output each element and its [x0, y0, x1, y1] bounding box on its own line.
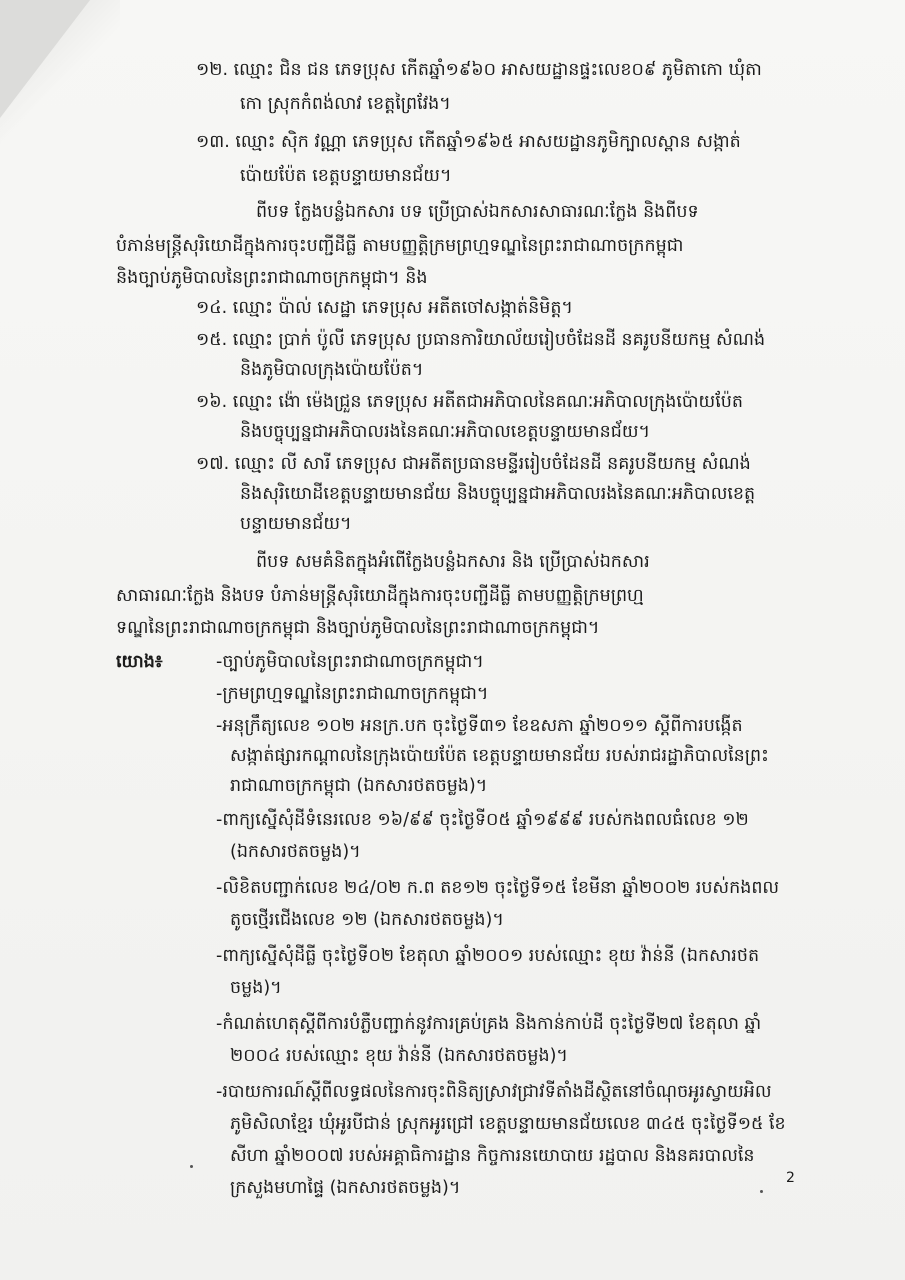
reference-4-line-1: -ពាក្យស្នើសុំដីទំនេរលេខ ១៦/៩៩ ចុះថ្ងៃទី០៥ ឆ្នាំ១៩៩៩ របស់កងពលធំលេខ ១២: [216, 810, 749, 830]
reference-2: -ក្រមព្រហ្មទណ្ឌនៃព្រះរាជាណាចក្រកម្ពុជា។: [216, 684, 489, 704]
charge-1-line-2: បំភាន់មន្ត្រីសុរិយោដីក្នុងការចុះបញ្ជីដីធ្លី តាមបញ្ញត្តិក្រមព្រហ្មទណ្ឌនៃព្រះរាជាណាចក្រកម្ពុជា: [116, 236, 684, 256]
charge-1-line-3: និងច្បាប់ភូមិបាលនៃព្រះរាជាណាចក្រកម្ពុជា។ និង: [116, 268, 428, 288]
reference-6-line-1: -ពាក្យស្នើសុំដីធ្លី ចុះថ្ងៃទី០២ ខែតុលា ឆ្នាំ២០០១ របស់ឈ្មោះ ខុយ វ៉ាន់នី (ឯកសារថត: [216, 946, 760, 966]
reference-7-line-2: ២០០៤ របស់ឈ្មោះ ខុយ វ៉ាន់នី (ឯកសារថតចម្លង)។: [230, 1046, 568, 1066]
reference-5-line-1: -លិខិតបញ្ជាក់លេខ ២៤/០២ ក.ព តខ១២ ចុះថ្ងៃទី១៥ ខែមីនា ឆ្នាំ២០០២ របស់កងពល: [216, 878, 780, 898]
reference-3-line-3: រាជាណាចក្រកម្ពុជា (ឯកសារថតចម្លង)។: [230, 776, 488, 796]
page-number: 2: [786, 1170, 795, 1186]
item-13-line-2: ប៉ោយប៉ែត ខេត្តបន្ទាយមានជ័យ។: [240, 166, 452, 186]
reference-6-line-2: ចម្លង)។: [230, 978, 282, 998]
reference-label: យោង៖: [116, 652, 163, 672]
item-15-line-2: និងភូមិបាលក្រុងប៉ោយប៉ែត។: [240, 360, 424, 380]
item-13-line-1: ១៣. ឈ្មោះ ស៊ិក វណ្ណា ភេទប្រុស កើតឆ្នាំ១៩៦៥ អាសយដ្ឋានភូមិក្បាលស្ពាន សង្កាត់: [196, 132, 741, 152]
reference-7-line-1: -កំណត់ហេតុស្តីពីការបំភ្លឺបញ្ជាក់នូវការគ្រប់គ្រង និងកាន់កាប់ដី ចុះថ្ងៃទី២៧ ខែតុលា ឆ្នាំ: [216, 1014, 762, 1034]
charge-1-line-1: ពីបទ ក្លែងបន្លំឯកសារ បទ ប្រើប្រាស់ឯកសារសាធារណៈក្លែង និងពីបទ: [256, 202, 699, 222]
folded-corner: [0, 0, 90, 118]
charge-2-line-1: ពីបទ សមគំនិតក្នុងអំពើក្លែងបន្លំឯកសារ និង ប្រើប្រាស់ឯកសារ: [256, 552, 650, 572]
paper-speck: [190, 1165, 193, 1168]
reference-8-line-2: ភូមិសិលាខ្មែរ ឃុំអូរបីជាន់ ស្រុកអូរជ្រៅ ខេត្តបន្ទាយមានជ័យលេខ ៣៤៥ ចុះថ្ងៃទី១៥ ខែ: [230, 1114, 786, 1134]
reference-3-line-2: សង្កាត់ផ្សារកណ្តាលនៃក្រុងប៉ោយប៉ែត ខេត្តបន្ទាយមានជ័យ របស់រាជរដ្ឋាភិបាលនៃព្រះ: [230, 746, 769, 766]
charge-2-line-3: ទណ្ឌនៃព្រះរាជាណាចក្រកម្ពុជា និងច្បាប់ភូមិបាលនៃព្រះរាជាណាចក្រកម្ពុជា។: [116, 618, 600, 638]
item-12-line-1: ១២. ឈ្មោះ ជិន ជន ភេទប្រុស កើតឆ្នាំ១៩៦០ អាសយដ្ឋានផ្ទះលេខ០៩ ភូមិតាកោ ឃុំតា: [196, 60, 762, 80]
charge-2-line-2: សាធារណៈក្លែង និងបទ បំភាន់មន្ត្រីសុរិយោដីក្នុងការចុះបញ្ជីដីធ្លី តាមបញ្ញត្តិក្រមព្រហ្ម: [116, 586, 644, 606]
reference-8-line-3: សីហា ឆ្នាំ២០០៧ របស់អគ្គាធិការដ្ឋាន កិច្ចការនយោបាយ រដ្ឋបាល និងនគរបាលនៃ: [230, 1146, 755, 1166]
reference-4-line-2: (ឯកសារថតចម្លង)។: [230, 842, 361, 862]
item-16-line-2: និងបច្ចុប្បន្នជាអភិបាលរងនៃគណៈអភិបាលខេត្តបន្ទាយមានជ័យ។: [240, 422, 651, 442]
reference-1: -ច្បាប់ភូមិបាលនៃព្រះរាជាណាចក្រកម្ពុជា។: [216, 652, 484, 672]
item-14-line-1: ១៤. ឈ្មោះ ប៉ាល់ សេដ្ឋា ភេទប្រុស អតីតចៅសង្កាត់និមិត្ត។: [196, 298, 573, 318]
item-12-line-2: កោ ស្រុកកំពង់លាវ ខេត្តព្រៃវែង។: [240, 94, 451, 114]
reference-8-line-4: ក្រសួងមហាផ្ទៃ (ឯកសារថតចម្លង)។: [230, 1178, 461, 1198]
item-15-line-1: ១៥. ឈ្មោះ ប្រាក់ ប៉ូលី ភេទប្រុស ប្រធានការិយាល័យរៀបចំដែនដី នគរូបនីយកម្ម សំណង់: [196, 330, 766, 350]
item-17-line-2: និងសុរិយោដីខេត្តបន្ទាយមានជ័យ និងបច្ចុប្បន្នជាអភិបាលរងនៃគណៈអភិបាលខេត្ត: [240, 484, 756, 504]
reference-5-line-2: តូចថ្មើរជើងលេខ ១២ (ឯកសារថតចម្លង)។: [230, 910, 504, 930]
item-17-line-3: បន្ទាយមានជ័យ។: [240, 514, 352, 534]
item-17-line-1: ១៧. ឈ្មោះ លី សារី ភេទប្រុស ជាអតីតប្រធានមន្ទីររៀបចំដែនដី នគរូបនីយកម្ម សំណង់: [196, 454, 751, 474]
reference-8-line-1: -របាយការណ៍ស្តីពីលទ្ធផលនៃការចុះពិនិត្យស្រាវជ្រាវទីតាំងដីស្ថិតនៅចំណុចអូរស្វាយអិល: [216, 1082, 772, 1102]
item-16-line-1: ១៦. ឈ្មោះ ង៉ោ ម៉េងជ្រួន ភេទប្រុស អតីតជាអភិបាលនៃគណៈអភិបាលក្រុងប៉ោយប៉ែត: [196, 392, 743, 412]
paper-speck: [760, 1190, 763, 1193]
reference-3-line-1: -អនុក្រឹត្យលេខ ១០២ អនក្រ.បក ចុះថ្ងៃទី៣១ ខែឧសភា ឆ្នាំ២០១១ ស្តីពីការបង្កើត: [216, 716, 743, 736]
